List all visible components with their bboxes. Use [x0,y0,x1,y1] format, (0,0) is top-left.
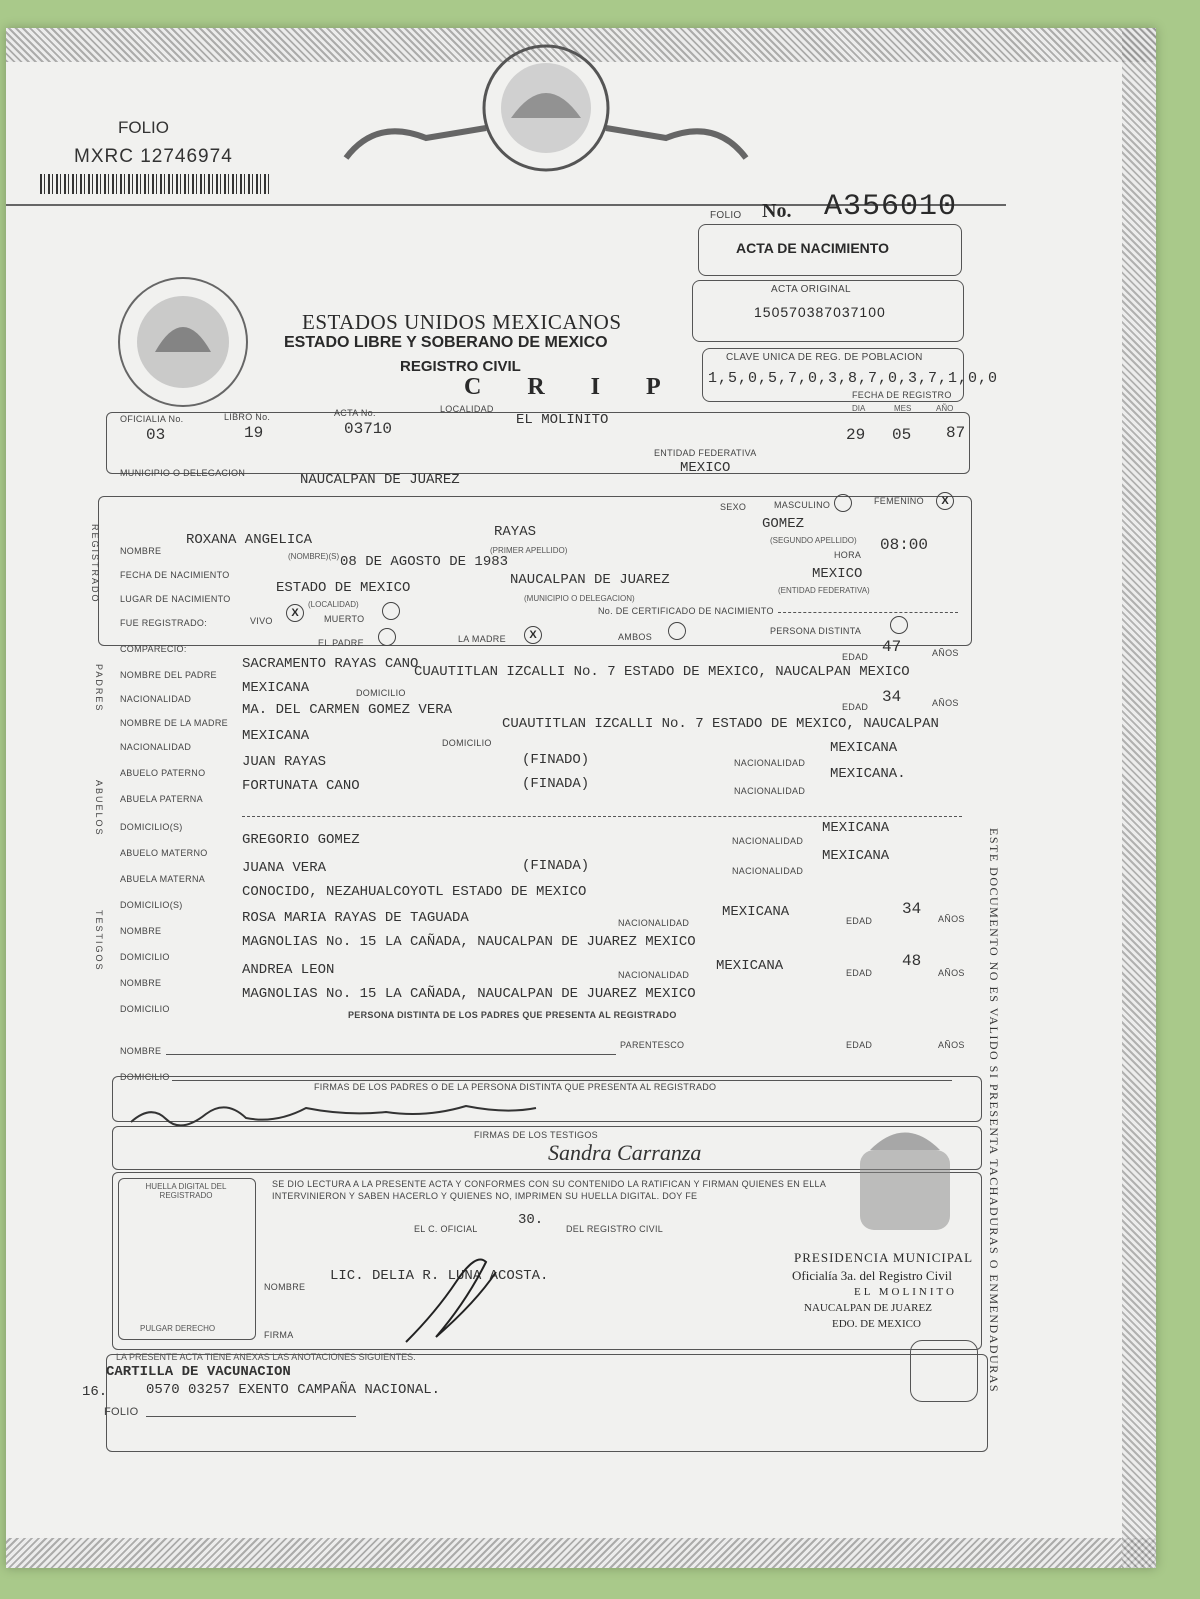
abuelos-pat-dash-line [242,816,962,817]
state-title: ESTADO LIBRE Y SOBERANO DE MEXICO [284,334,608,351]
muerto-label: MUERTO [324,614,365,624]
persona-distinta-option-label: PERSONA DISTINTA [770,626,862,636]
stamp-line-3: EL MOLINITO [854,1286,957,1298]
anotacion-line-2: 0570 03257 EXENTO CAMPAÑA NACIONAL. [146,1382,441,1398]
entidad-value: MEXICO [680,460,731,476]
t1-domicilio-label: DOMICILIO [120,952,170,962]
lugar-nac-label: LUGAR DE NACIMIENTO [120,594,231,604]
abuelo-mat-label: ABUELO MATERNO [120,848,208,858]
dia-label: DIA [852,404,866,413]
lugar-municipio-value: NAUCALPAN DE JUAREZ [510,572,670,588]
oficial-nombre-value: LIC. DELIA R. LUNA ACOSTA. [330,1268,549,1284]
comparecio-label: COMPARECIO: [120,644,187,654]
country-title: ESTADOS UNIDOS MEXICANOS [302,310,622,334]
registry-title: REGISTRO CIVIL [400,358,521,375]
oficial-nombre-label: NOMBRE [264,1282,306,1292]
nombres-hint: (NOMBRE)(S) [288,552,340,561]
anio-label: AÑO [936,404,954,413]
abuelo-mat-nac-label: NACIONALIDAD [732,836,804,846]
madre-nac-value: MEXICANA [242,728,310,744]
sexo-label: SEXO [720,502,747,512]
masculino-label: MASCULINO [774,500,831,510]
firmas-padres-title: FIRMAS DE LOS PADRES O DE LA PERSONA DISTINTA QUE PRESENTA AL REGISTRADO [314,1082,717,1092]
folio-number: MXRC 12746974 [74,146,233,167]
anio-value: 87 [946,424,966,442]
padre-checkbox [378,628,396,646]
madre-edad-label: EDAD [842,702,869,712]
certificado-label: No. DE CERTIFICADO DE NACIMIENTO [598,606,774,616]
barcode [40,174,272,194]
t2-nac-label: NACIONALIDAD [618,970,690,980]
abuelos-mat-domicilio-label: DOMICILIO(S) [120,900,183,910]
abuela-mat-value: JUANA VERA [242,860,327,876]
doc-type: ACTA DE NACIMIENTO [736,240,889,256]
padre-anios-label: AÑOS [932,648,959,658]
municipio-hint: (MUNICIPIO O DELEGACION) [524,594,635,603]
t1-anios-label: AÑOS [938,914,965,924]
anotacion-folio-line [146,1416,356,1417]
localidad-label: LOCALIDAD [440,404,494,414]
oficialia-value: 03 [146,426,166,444]
segundo-apellido-hint: (SEGUNDO APELLIDO) [770,536,857,545]
t2-nombre-label: NOMBRE [120,978,162,988]
primer-apellido-hint: (PRIMER APELLIDO) [490,546,568,555]
padre-value: SACRAMENTO RAYAS CANO [242,656,419,672]
nombre-value: ROXANA ANGELICA [186,532,313,548]
fecha-nac-value: 08 DE AGOSTO DE 1983 [340,554,509,570]
persona-distinta-title: PERSONA DISTINTA DE LOS PADRES QUE PRESENTA AL REGISTRADO [348,1010,677,1020]
abuelo-mat-nac-value: MEXICANA [822,820,890,836]
madre-value: MA. DEL CARMEN GOMEZ VERA [242,702,453,718]
folio-label: FOLIO [118,118,170,137]
security-border-right [1122,28,1156,1568]
oficial-num: 30. [518,1212,544,1228]
padre-label: NOMBRE DEL PADRE [120,670,217,680]
padre-edad-label: EDAD [842,652,869,662]
curp-label: CLAVE UNICA DE REG. DE POBLACION [726,352,923,363]
acta-no-value: 03710 [344,420,393,438]
padre-nac-value: MEXICANA [242,680,310,696]
masculino-checkbox [834,494,852,512]
entidad-hint: (ENTIDAD FEDERATIVA) [778,586,870,595]
abuelo-pat-nac-value: MEXICANA [830,740,898,756]
abuela-pat-label: ABUELA PATERNA [120,794,203,804]
certificado-line [778,612,958,613]
lugar-localidad-value: ESTADO DE MEXICO [276,580,411,596]
municipio-label: MUNICIPIO O DELEGACION [120,468,246,478]
lugar-entidad-value: MEXICO [812,566,863,582]
acta-no-label: ACTA No. [334,408,376,418]
vivo-label: VIVO [250,616,273,626]
mes-label: MES [894,404,912,413]
t1-edad-label: EDAD [846,916,873,926]
fecha-nac-label: FECHA DE NACIMIENTO [120,570,230,580]
padre-dom-value: CUAUTITLAN IZCALLI No. 7 ESTADO DE MEXICO, NAUCALPAN MEXICO [414,664,910,680]
registro-civil-label: DEL REGISTRO CIVIL [566,1224,664,1234]
stamp-line-5: EDO. DE MEXICO [832,1318,921,1330]
t2-domicilio-value: MAGNOLIAS No. 15 LA CAÑADA, NAUCALPAN DE JUAREZ MEXICO [242,986,696,1002]
mes-value: 05 [892,426,912,444]
abuela-pat-value: FORTUNATA CANO [242,778,360,794]
hora-label: HORA [834,550,862,560]
acta-original-label: ACTA ORIGINAL [771,284,851,295]
corner-box [910,1340,978,1402]
hora-value: 08:00 [880,536,929,554]
anotacion-num: 16. [82,1384,108,1400]
t1-nombre-label: NOMBRE [120,926,162,936]
madre-edad-value: 34 [882,688,902,706]
t1-domicilio-value: MAGNOLIAS No. 15 LA CAÑADA, NAUCALPAN DE JUAREZ MEXICO [242,934,696,950]
t2-edad-label: EDAD [846,968,873,978]
oficial-signature [396,1242,506,1352]
no-label: No. [762,200,792,222]
muerto-checkbox [382,602,400,620]
acta-serial: A356010 [824,190,958,224]
oficial-label: EL C. OFICIAL [414,1224,478,1234]
birth-certificate-page [6,28,1156,1568]
anotacion-line-1: CARTILLA DE VACUNACION [106,1364,291,1380]
national-emblem-header [336,38,756,188]
vivo-checkbox: X [286,604,304,622]
seal-estados-unidos-mexicanos [110,272,256,412]
abuela-mat-nac-value: MEXICANA [822,848,890,864]
abuelos-mat-domicilio-value: CONOCIDO, NEZAHUALCOYOTL ESTADO DE MEXICO [242,884,587,900]
fue-registrado-label: FUE REGISTRADO: [120,618,208,628]
pd-nombre-label: NOMBRE [120,1046,162,1056]
abuelo-pat-value: JUAN RAYAS [242,754,327,770]
lectura-text: SE DIO LECTURA A LA PRESENTE ACTA Y CONFORMES CON SU CONTENIDO LA RATIFICAN Y FIRMAN QUIENES EN ELLA INTERVINIERON Y SABEN HACERLO Y QUIENES NO, IMPRIMEN SU HUELLA DIGITAL. DOY FE [272,1179,826,1201]
madre-dom-label: DOMICILIO [442,738,492,748]
libro-label: LIBRO No. [224,412,271,422]
ambos-label: AMBOS [618,632,653,642]
padre-option-label: EL PADRE [318,638,364,648]
t1-nombre-value: ROSA MARIA RAYAS DE TAGUADA [242,910,469,926]
segundo-apellido-value: GOMEZ [762,516,805,532]
validity-note: ESTE DOCUMENTO NO ES VALIDO SI PRESENTA TACHADURAS O ENMENDADURAS [987,828,1001,1394]
madre-label: NOMBRE DE LA MADRE [120,718,228,728]
ambos-checkbox [668,622,686,640]
dia-value: 29 [846,426,866,444]
entidad-label: ENTIDAD FEDERATIVA [654,448,757,458]
pd-anios-label: AÑOS [938,1040,965,1050]
testigos-side-label: TESTIGOS [94,910,104,972]
abuela-mat-status: (FINADA) [522,858,590,874]
registrado-side-label: REGISTRADO [90,524,100,604]
security-border-bottom [6,1538,1156,1568]
t2-nac-value: MEXICANA [716,958,784,974]
libro-value: 19 [244,424,264,442]
t2-domicilio-label: DOMICILIO [120,1004,170,1014]
abuela-pat-nac-label: NACIONALIDAD [734,786,806,796]
madre-checkbox: X [524,626,542,644]
t2-nombre-value: ANDREA LEON [242,962,335,978]
oficialia-label: OFICIALIA No. [120,414,184,424]
abuelo-pat-nac-label: NACIONALIDAD [734,758,806,768]
anotacion-folio-label: FOLIO [104,1406,139,1418]
t1-edad-value: 34 [902,900,922,918]
stamp-line-1: PRESIDENCIA MUNICIPAL [794,1250,974,1265]
madre-dom-value: CUAUTITLAN IZCALLI No. 7 ESTADO DE MEXICO, NAUCALPAN [502,716,939,732]
firmas-testigos-title: FIRMAS DE LOS TESTIGOS [474,1130,598,1140]
huella-box [118,1178,256,1340]
nombre-label: NOMBRE [120,546,162,556]
huella-label: HUELLA DIGITAL DEL REGISTRADO [145,1182,227,1200]
curp: 1,5,0,5,7,0,3,8,7,0,3,7,1,0,0 [708,370,999,387]
abuela-mat-nac-label: NACIONALIDAD [732,866,804,876]
padre-dom-label: DOMICILIO [356,688,406,698]
abuelo-mat-value: GREGORIO GOMEZ [242,832,360,848]
persona-distinta-checkbox [890,616,908,634]
pd-nombre-line [166,1054,616,1055]
padre-edad-value: 47 [882,638,902,656]
firma-label: FIRMA [264,1330,294,1340]
municipio-value: NAUCALPAN DE JUAREZ [300,472,460,488]
abuela-pat-nac-value: MEXICANA. [830,766,906,782]
abuelos-side-label: ABUELOS [94,780,104,837]
localidad-value: EL MOLINITO [516,412,609,428]
pd-edad-label: EDAD [846,1040,873,1050]
abuelos-pat-domicilio-label: DOMICILIO(S) [120,822,183,832]
stamp-line-4: NAUCALPAN DE JUAREZ [804,1302,932,1314]
primer-apellido-value: RAYAS [494,524,537,540]
madre-anios-label: AÑOS [932,698,959,708]
t1-nac-value: MEXICANA [722,904,790,920]
t2-edad-value: 48 [902,952,922,970]
localidad-hint: (LOCALIDAD) [308,600,359,609]
t1-nac-label: NACIONALIDAD [618,918,690,928]
padres-side-label: PADRES [94,664,104,713]
stamp-line-2: Oficialía 3a. del Registro Civil [792,1268,952,1283]
testigo-signature: Sandra Carranza [548,1140,702,1165]
femenino-checkbox: X [936,492,954,510]
pd-domicilio-label: DOMICILIO [120,1072,170,1082]
femenino-label: FEMENINO [874,496,924,506]
official-stamp [850,1120,970,1240]
abuelo-pat-label: ABUELO PATERNO [120,768,206,778]
abuela-pat-status: (FINADA) [522,776,590,792]
abuelo-pat-status: (FINADO) [522,752,590,768]
anotaciones-label: LA PRESENTE ACTA TIENE ANEXAS LAS ANOTACIONES SIGUIENTES. [116,1352,416,1362]
t2-anios-label: AÑOS [938,968,965,978]
pd-parentesco-label: PARENTESCO [620,1040,685,1050]
folio-no-label: FOLIO [710,210,742,221]
padre-nac-label: NACIONALIDAD [120,694,192,704]
madre-option-label: LA MADRE [458,634,506,644]
abuela-mat-label: ABUELA MATERNA [120,874,206,884]
acta-original: 150570387037100 [754,304,886,320]
madre-nac-label: NACIONALIDAD [120,742,192,752]
crip-title: C R I P [464,374,681,400]
pulgar-label: PULGAR DERECHO [140,1324,216,1333]
fecha-registro-label: FECHA DE REGISTRO [852,390,952,400]
